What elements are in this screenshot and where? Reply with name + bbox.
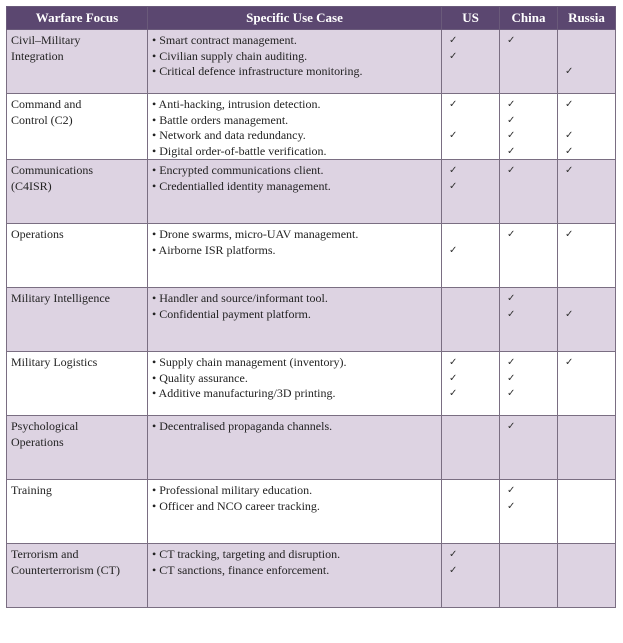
china-column-cell xyxy=(500,352,558,416)
warfare-focus-text: Training xyxy=(11,483,52,497)
warfare-focus-cell xyxy=(7,288,148,352)
empty-mark xyxy=(565,49,610,65)
us-column-cell xyxy=(442,288,500,352)
table-row xyxy=(7,94,616,160)
empty-mark xyxy=(507,243,552,259)
use-case-item: • Critical defence infrastructure monitoring. xyxy=(152,64,363,78)
use-case-item: • Network and data redundancy. xyxy=(152,128,306,142)
empty-mark xyxy=(565,547,610,563)
use-case-item: • Smart contract management. xyxy=(152,33,297,47)
check-icon: ✓ xyxy=(507,421,516,432)
russia-column-cell xyxy=(558,352,616,416)
check-icon: ✓ xyxy=(565,145,574,157)
use-case-item: • Drone swarms, micro-UAV management. xyxy=(152,227,359,241)
check-icon: ✓ xyxy=(449,564,458,576)
table-row xyxy=(7,416,616,480)
check-icon: ✓ xyxy=(507,114,516,126)
empty-mark xyxy=(449,419,494,435)
check-icon: ✓ xyxy=(565,66,574,77)
russia-column-cell xyxy=(558,160,616,224)
warfare-focus-text: Operations xyxy=(11,434,64,449)
check-icon: ✓ xyxy=(565,130,574,141)
empty-mark xyxy=(565,243,610,259)
empty-mark xyxy=(565,483,610,499)
use-case-cell xyxy=(148,352,442,416)
table-row xyxy=(7,544,616,608)
use-case-item: • CT sanctions, finance enforcement. xyxy=(152,562,330,577)
use-case-cell xyxy=(148,480,442,544)
russia-column-cell xyxy=(558,416,616,480)
empty-mark xyxy=(565,563,610,579)
check-icon: ✓ xyxy=(507,357,516,368)
use-case-item: • Decentralised propaganda channels. xyxy=(152,419,333,433)
check-icon: ✓ xyxy=(449,357,458,368)
check-icon: ✓ xyxy=(449,244,458,256)
china-column-cell xyxy=(500,480,558,544)
warfare-focus-text: Terrorism and xyxy=(11,547,79,561)
warfare-focus-text: Integration xyxy=(11,48,64,63)
check-icon: ✓ xyxy=(449,388,458,399)
warfare-focus-cell xyxy=(7,480,148,544)
warfare-focus-cell xyxy=(7,352,148,416)
empty-mark xyxy=(507,179,552,195)
use-case-item: • Professional military education. xyxy=(152,483,313,497)
check-icon: ✓ xyxy=(565,357,574,368)
check-icon: ✓ xyxy=(449,35,458,46)
header-row xyxy=(7,7,616,30)
empty-mark xyxy=(507,547,552,563)
warfare-focus-text: (C4ISR) xyxy=(11,178,52,193)
header-russia: Russia xyxy=(558,7,616,30)
check-icon: ✓ xyxy=(449,99,458,110)
check-icon: ✓ xyxy=(449,130,458,141)
check-icon: ✓ xyxy=(507,388,516,399)
empty-mark xyxy=(565,33,610,49)
check-icon: ✓ xyxy=(565,99,574,110)
russia-column-cell xyxy=(558,288,616,352)
use-case-item: • Quality assurance. xyxy=(152,370,248,385)
empty-mark xyxy=(449,64,494,80)
warfare-focus-cell xyxy=(7,544,148,608)
empty-mark xyxy=(507,64,552,80)
check-icon: ✓ xyxy=(507,145,516,157)
china-column-cell xyxy=(500,416,558,480)
us-column-cell xyxy=(442,160,500,224)
check-icon: ✓ xyxy=(449,549,458,560)
use-case-item: • Supply chain management (inventory). xyxy=(152,355,347,369)
warfare-focus-text: Counterterrorism (CT) xyxy=(11,562,120,577)
us-column-cell xyxy=(442,224,500,288)
use-case-item: • Officer and NCO career tracking. xyxy=(152,498,320,513)
warfare-focus-text: Operations xyxy=(11,227,64,241)
empty-mark xyxy=(449,144,494,160)
check-icon: ✓ xyxy=(507,500,516,512)
empty-mark xyxy=(565,179,610,195)
us-column-cell xyxy=(442,30,500,94)
check-icon: ✓ xyxy=(565,229,574,240)
check-icon: ✓ xyxy=(507,485,516,496)
use-case-cell xyxy=(148,94,442,160)
empty-mark xyxy=(449,291,494,307)
table-row xyxy=(7,288,616,352)
check-icon: ✓ xyxy=(507,130,516,141)
empty-mark xyxy=(565,291,610,307)
warfare-use-case-table xyxy=(6,6,616,608)
use-case-cell xyxy=(148,416,442,480)
empty-mark xyxy=(565,113,610,129)
russia-column-cell xyxy=(558,544,616,608)
use-case-table-container xyxy=(6,6,615,608)
check-icon: ✓ xyxy=(449,180,458,192)
check-icon: ✓ xyxy=(507,99,516,110)
use-case-cell xyxy=(148,160,442,224)
table-row xyxy=(7,352,616,416)
empty-mark xyxy=(565,371,610,387)
warfare-focus-cell xyxy=(7,416,148,480)
russia-column-cell xyxy=(558,94,616,160)
china-column-cell xyxy=(500,288,558,352)
empty-mark xyxy=(565,386,610,402)
use-case-cell xyxy=(148,30,442,94)
header-china: China xyxy=(500,7,558,30)
table-row xyxy=(7,224,616,288)
warfare-focus-cell xyxy=(7,224,148,288)
china-column-cell xyxy=(500,160,558,224)
check-icon: ✓ xyxy=(449,372,458,384)
check-icon: ✓ xyxy=(565,165,574,176)
use-case-item: • Digital order-of-battle verification. xyxy=(152,143,327,158)
table-row xyxy=(7,480,616,544)
empty-mark xyxy=(449,227,494,243)
empty-mark xyxy=(507,49,552,65)
check-icon: ✓ xyxy=(507,229,516,240)
warfare-focus-text: Communications xyxy=(11,163,93,177)
warfare-focus-text: Military Logistics xyxy=(11,355,98,369)
empty-mark xyxy=(565,419,610,435)
check-icon: ✓ xyxy=(565,308,574,320)
use-case-cell xyxy=(148,288,442,352)
china-column-cell xyxy=(500,30,558,94)
check-icon: ✓ xyxy=(507,308,516,320)
use-case-item: • Confidential payment platform. xyxy=(152,306,311,321)
empty-mark xyxy=(565,499,610,515)
use-case-item: • Encrypted communications client. xyxy=(152,163,324,177)
check-icon: ✓ xyxy=(507,293,516,304)
use-case-cell xyxy=(148,544,442,608)
use-case-item: • Civilian supply chain auditing. xyxy=(152,48,308,63)
check-icon: ✓ xyxy=(507,165,516,176)
check-icon: ✓ xyxy=(449,165,458,176)
warfare-focus-text: Civil–Military xyxy=(11,33,81,47)
header-specific-use-case: Specific Use Case xyxy=(148,7,442,30)
use-case-item: • Credentialled identity management. xyxy=(152,178,331,193)
use-case-item: • Anti-hacking, intrusion detection. xyxy=(152,97,321,111)
warfare-focus-cell xyxy=(7,94,148,160)
russia-column-cell xyxy=(558,224,616,288)
warfare-focus-text: Control (C2) xyxy=(11,112,73,127)
china-column-cell xyxy=(500,224,558,288)
check-icon: ✓ xyxy=(507,35,516,46)
warfare-focus-text: Military Intelligence xyxy=(11,291,110,305)
use-case-item: • Handler and source/informant tool. xyxy=(152,291,328,305)
use-case-item: • CT tracking, targeting and disruption. xyxy=(152,547,341,561)
use-case-cell xyxy=(148,224,442,288)
russia-column-cell xyxy=(558,30,616,94)
table-row xyxy=(7,160,616,224)
empty-mark xyxy=(449,483,494,499)
china-column-cell xyxy=(500,94,558,160)
use-case-item: • Airborne ISR platforms. xyxy=(152,242,276,257)
use-case-item: • Additive manufacturing/3D printing. xyxy=(152,386,336,400)
us-column-cell xyxy=(442,544,500,608)
warfare-focus-cell xyxy=(7,30,148,94)
china-column-cell xyxy=(500,544,558,608)
warfare-focus-text: Command and xyxy=(11,97,82,111)
warfare-focus-text: Psychological xyxy=(11,419,79,433)
table-body xyxy=(7,30,616,608)
check-icon: ✓ xyxy=(449,50,458,62)
us-column-cell xyxy=(442,480,500,544)
empty-mark xyxy=(449,307,494,323)
warfare-focus-cell xyxy=(7,160,148,224)
header-warfare-focus: Warfare Focus xyxy=(7,7,148,30)
empty-mark xyxy=(449,499,494,515)
table-row xyxy=(7,30,616,94)
us-column-cell xyxy=(442,352,500,416)
us-column-cell xyxy=(442,416,500,480)
empty-mark xyxy=(507,563,552,579)
us-column-cell xyxy=(442,94,500,160)
header-us: US xyxy=(442,7,500,30)
empty-mark xyxy=(449,113,494,129)
use-case-item: • Battle orders management. xyxy=(152,112,289,127)
check-icon: ✓ xyxy=(507,372,516,384)
russia-column-cell xyxy=(558,480,616,544)
